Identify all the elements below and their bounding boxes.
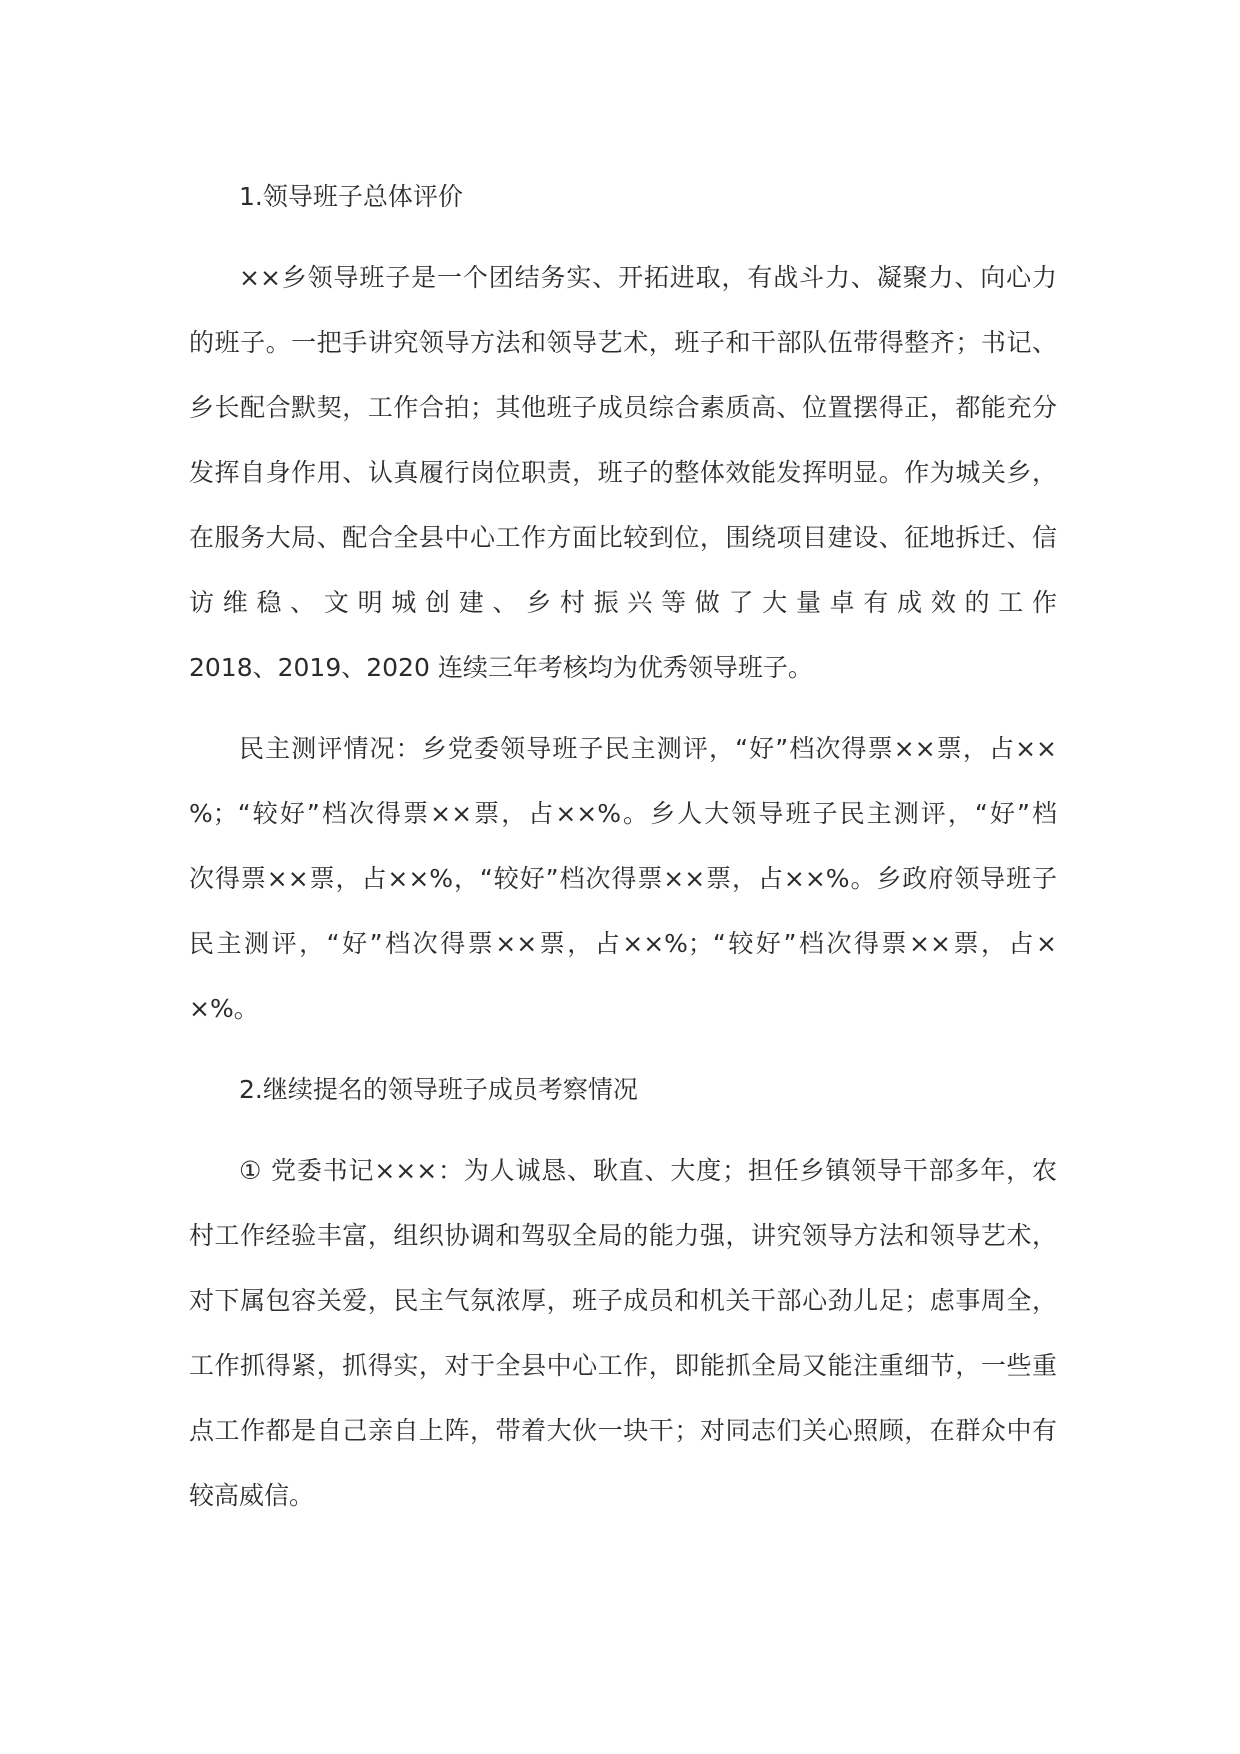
section-heading: 2.继续提名的领导班子成员考察情况	[239, 1075, 638, 1104]
paragraph-democratic-evaluation	[189, 716, 1057, 1041]
paragraph-line: 点工作都是自己亲自上阵，带着大伙一块干；对同志们关心照顾，在群众中有	[189, 1416, 1057, 1445]
paragraph-line: 次得票××票，占××%，“较好”档次得票××票，占××%。乡政府领导班子	[189, 864, 1057, 893]
section-2-heading-block	[189, 1057, 1057, 1122]
paragraph-line: 乡长配合默契，工作合拍；其他班子成员综合素质高、位置摆得正，都能充分	[189, 393, 1057, 422]
paragraph-line: 在服务大局、配合全县中心工作方面比较到位，围绕项目建设、征地拆迁、信	[189, 523, 1057, 552]
document-page	[189, 164, 1057, 1544]
paragraph-line: 工作抓得紧，抓得实，对于全县中心工作，即能抓全局又能注重细节，一些重	[189, 1351, 1057, 1380]
paragraph-line: 民主测评，“好”档次得票××票，占××%；“较好”档次得票××票，占×	[189, 929, 1057, 958]
paragraph-line: 民主测评情况：乡党委领导班子民主测评，“好”档次得票××票，占××	[239, 734, 1057, 763]
paragraph-line: ××乡领导班子是一个团结务实、开拓进取，有战斗力、凝聚力、向心力	[239, 263, 1057, 292]
paragraph-line: %；“较好”档次得票××票，占××%。乡人大领导班子民主测评，“好”档	[189, 799, 1057, 828]
paragraph-party-secretary	[189, 1138, 1057, 1528]
paragraph-line: 较高威信。	[189, 1481, 315, 1510]
paragraph-line: 村工作经验丰富，组织协调和驾驭全局的能力强，讲究领导方法和领导艺术，	[189, 1221, 1057, 1250]
paragraph-line: 2018、2019、2020 连续三年考核均为优秀领导班子。	[189, 653, 813, 682]
paragraph-line: 访维稳、文明城创建、乡村振兴等做了大量卓有成效的工作	[189, 588, 1057, 617]
paragraph-overall-evaluation	[189, 245, 1057, 700]
section-1-heading-block	[189, 164, 1057, 229]
paragraph-line: 发挥自身作用、认真履行岗位职责，班子的整体效能发挥明显。作为城关乡，	[189, 458, 1057, 487]
paragraph-line: ① 党委书记×××：为人诚恳、耿直、大度；担任乡镇领导干部多年，农	[239, 1156, 1057, 1185]
paragraph-line: ×%。	[189, 994, 259, 1023]
paragraph-line: 对下属包容关爱，民主气氛浓厚，班子成员和机关干部心劲儿足；虑事周全，	[189, 1286, 1057, 1315]
section-heading: 1.领导班子总体评价	[239, 182, 463, 211]
paragraph-line: 的班子。一把手讲究领导方法和领导艺术，班子和干部队伍带得整齐；书记、	[189, 328, 1057, 357]
